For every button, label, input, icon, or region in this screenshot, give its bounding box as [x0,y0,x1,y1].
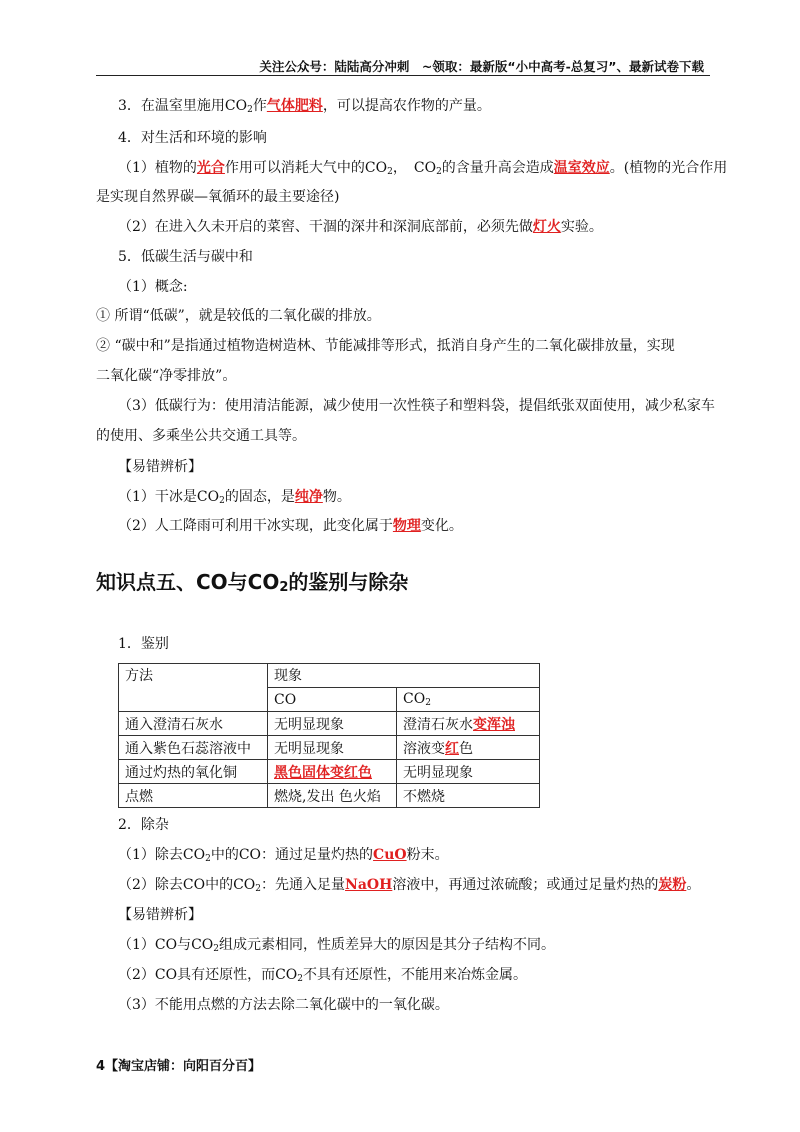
cell-co2: 无明显现象 [397,760,540,784]
text: 作 [252,98,267,114]
answer-highlight: NaOH [345,877,393,893]
header-co2 [397,688,540,712]
cell-co: 无明显现象 [268,712,397,736]
text: 。 [686,877,701,893]
sec2-1 [118,845,449,869]
easy-error-1-1 [118,487,351,511]
section-heading [96,566,408,595]
text: 变化。 [420,518,463,534]
cell-method: 通过灼热的氧化铜 [119,760,268,784]
subscript: 2 [205,854,211,864]
subscript: 2 [213,944,220,954]
subscript: 2 [255,884,262,894]
header-divider [96,75,710,76]
subscript: 2 [387,167,393,177]
subscript: 2 [297,974,304,984]
cell-method: 通入澄清石灰水 [119,712,268,736]
easy-error-title-2: 【易错辨析】 [118,907,202,923]
sec2-2 [118,875,700,899]
header-text: 关注公众号：陆陆高分冲刺 ~领取：最新版“小中高考-总复习”、最新试卷下载 [259,59,704,74]
table-row [119,736,540,760]
answer-highlight: 灯火 [532,219,561,235]
text: CO [403,691,426,707]
text: 的含量升高会造成 [441,160,554,176]
header-phenomenon: 现象 [268,664,540,688]
concept-1: ① 所谓“低碳”，就是较低的二氧化碳的排放。 [96,308,381,324]
text: 知识点五、CO与CO [96,570,280,594]
paragraph-3 [118,96,491,120]
paragraph-5-3: （3）低碳行为：使用清洁能源，减少使用一次性筷子和塑料袋，提倡纸张双面使用，减少私家车 [118,398,715,414]
cell-co2 [397,736,540,760]
cell-co2 [397,712,540,736]
text: （2）CO具有还原性，而CO [118,967,298,983]
text: 溶液中，再通过浓硫酸；或通过足量灼热的 [392,877,659,893]
identification-table [118,663,540,808]
easy-error-1-2 [118,516,463,536]
page-number: 4 [96,1059,106,1074]
text: 3．在温室里施用CO [118,98,248,114]
cell-co: 无明显现象 [268,736,397,760]
cell-method: 点燃 [119,784,268,808]
easy-error-2-1 [118,935,555,959]
text: （2）在进入久未开启的菜窖、干涸的深井和深洞底部前，必须先做 [118,219,533,235]
subscript: 2 [425,698,431,708]
text: 组成元素相同，性质差异大的原因是其分子结构不同。 [219,937,556,953]
answer-highlight: 变浑浊 [473,716,515,733]
answer-highlight: 黑色固体变红色 [274,764,372,781]
table-row [119,760,540,784]
text: 中的CO：通过足量灼热的 [210,847,374,863]
answer-highlight: 纯净 [294,489,323,505]
sec2-title: 2．除杂 [118,817,169,833]
cell-method: 通入紫色石蕊溶液中 [119,736,268,760]
answer-highlight: 物理 [392,518,421,534]
sec1-title: 1．鉴别 [118,636,169,652]
answer-highlight: 光合 [196,160,225,176]
cell-co2: 不燃烧 [397,784,540,808]
text: （1）除去CO [118,847,206,863]
text: 实验。 [560,219,603,235]
text: （2）人工降雨可利用干冰实现，此变化属于 [118,518,393,534]
text: （1）干冰是CO [118,489,220,505]
answer-highlight: CuO [373,847,407,863]
text: 物。 [322,489,351,505]
paragraph-4-2 [118,217,603,237]
easy-error-2-2 [118,965,527,989]
answer-highlight: 温室效应 [553,160,610,176]
subscript: 2 [247,105,253,115]
text: ，可以提高农作物的产量。 [322,98,491,114]
text: （2）除去CO中的CO [118,877,256,893]
text: 不具有还原性，不能用来冶炼金属。 [303,967,528,983]
text: 。(植物的光合作用 [609,160,728,176]
subscript: 2 [436,167,442,177]
header-method: 方法 [119,664,268,712]
cell-co: 燃烧,发出 色火焰 [268,784,397,808]
subscript: 2 [219,496,225,506]
answer-highlight: 气体肥料 [266,98,323,114]
paragraph-5-3-cont: 的使用、多乘坐公共交通工具等。 [96,428,306,444]
paragraph-4-1 [118,158,727,182]
paragraph-5-1-title: （1）概念: [118,279,188,295]
text: （1）植物的 [118,160,197,176]
concept-2: ② “碳中和”是指通过植物造树造林、节能减排等形式，抵消自身产生的二氧化碳排放量，实现 [96,338,675,354]
header-co: CO [268,688,397,712]
paragraph-4-1-cont: 是实现自然界碳—氧循环的最主要途径) [96,189,340,205]
cell-co [268,760,397,784]
answer-highlight: 红 [445,740,459,757]
text: 作用可以消耗大气中的CO [224,160,388,176]
text: 粉末。 [406,847,449,863]
table-row [119,784,540,808]
easy-error-2-3: （3）不能用点燃的方法去除二氧化碳中的一氧化碳。 [118,997,449,1013]
text: ， CO [392,160,437,176]
answer-highlight: 炭粉 [658,877,687,893]
text: ：先通入足量 [261,877,346,893]
paragraph-4-title: 4．对生活和环境的影响 [118,130,267,146]
subscript: 2 [279,580,289,595]
shop-label: 【淘宝店铺：向阳百分百】 [105,1059,262,1074]
page-footer [96,1055,261,1074]
text: 的鉴别与除杂 [288,570,409,594]
text: 色 [459,740,473,757]
paragraph-5-title: 5．低碳生活与碳中和 [118,249,253,265]
concept-2-cont: 二氧化碳“净零排放”。 [96,368,237,384]
easy-error-title-1: 【易错辨析】 [118,459,202,475]
table-row [119,712,540,736]
text: 的固态，是 [224,489,295,505]
text: （1）CO与CO [118,937,214,953]
text: 澄清石灰水 [403,716,473,733]
text: 溶液变 [403,740,445,757]
